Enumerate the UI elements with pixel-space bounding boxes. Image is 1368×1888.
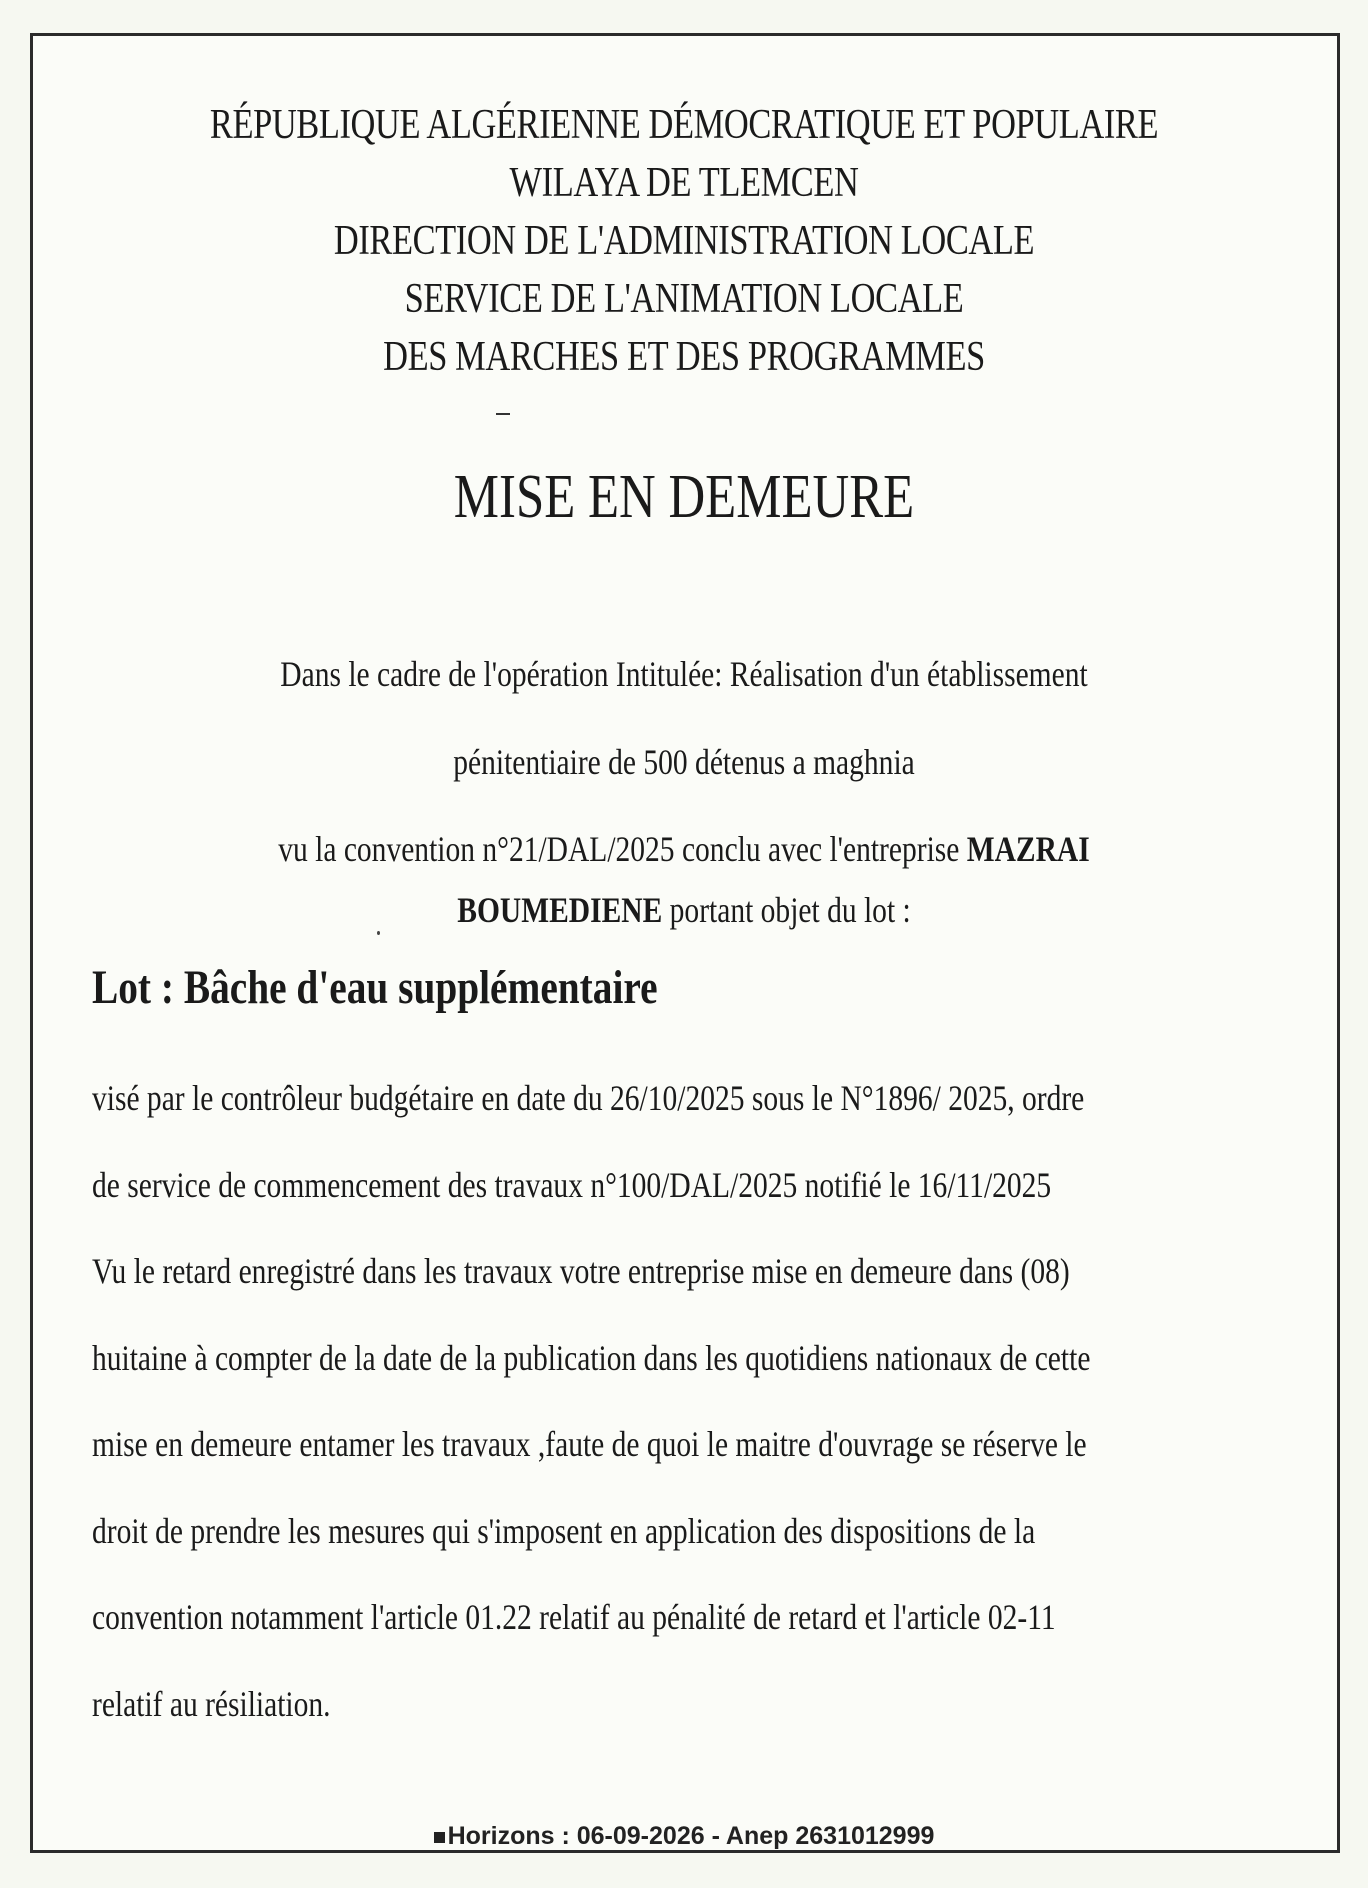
header-dash (496, 413, 510, 415)
intro-line-1: Dans le cadre de l'opération Intitulée: Réalisation d'un établissement (280, 654, 1088, 694)
body-line-5: mise en demeure entamer les travaux ,faute de quoi le maitre d'ouvrage se réserve le (92, 1424, 1087, 1464)
body-line-8: relatif au résiliation. (92, 1684, 331, 1724)
body-line-3: Vu le retard enregistré dans les travaux votre entreprise mise en demeure dans (08) (92, 1251, 1070, 1291)
intro-line-4-text: portant objet du lot : (662, 890, 911, 930)
intro-line-2: pénitentiaire de 500 détenus a maghnia (453, 742, 915, 782)
intro-line-4 (123, 888, 1245, 932)
header-wilaya: WILAYA DE TLEMCEN (509, 160, 859, 206)
footer-text: Horizons : 06-09-2026 - Anep 2631012999 (447, 1822, 935, 1850)
print-speck (377, 931, 380, 935)
intro-line-3 (123, 827, 1245, 871)
body-line-4: huitaine à compter de la date de la publication dans les quotidiens nationaux de cette (92, 1338, 1091, 1378)
publication-footer (0, 1820, 1368, 1852)
header-service: SERVICE DE L'ANIMATION LOCALE (404, 276, 964, 322)
footer-square-icon (434, 1832, 445, 1843)
body-line-2: de service de commencement des travaux n°100/DAL/2025 notifié le 16/11/2025 (92, 1165, 1052, 1205)
intro-line-3-text: vu la convention n°21/DAL/2025 conclu avec l'entreprise (278, 829, 967, 869)
header-marches: DES MARCHES ET DES PROGRAMMES (383, 334, 985, 380)
body-line-7: convention notamment l'article 01.22 relatif au pénalité de retard et l'article 02-11 (92, 1597, 1056, 1637)
body-line-6: droit de prendre les mesures qui s'imposent en application des dispositions de la (92, 1511, 1036, 1551)
header-republic: RÉPUBLIQUE ALGÉRIENNE DÉMOCRATIQUE ET POPULAIRE (209, 102, 1159, 148)
company-name-part-2: BOUMEDIENE (457, 890, 663, 930)
document-header (123, 96, 1245, 386)
document-title: MISE EN DEMEURE (453, 463, 915, 531)
header-direction: DIRECTION DE L'ADMINISTRATION LOCALE (333, 218, 1035, 264)
lot-heading: Lot : Bâche d'eau supplémentaire (92, 961, 658, 1014)
company-name-part-1: MAZRAI (966, 829, 1090, 869)
body-line-1: visé par le contrôleur budgétaire en date du 26/10/2025 sous le N°1896/ 2025, ordre (92, 1078, 1085, 1118)
